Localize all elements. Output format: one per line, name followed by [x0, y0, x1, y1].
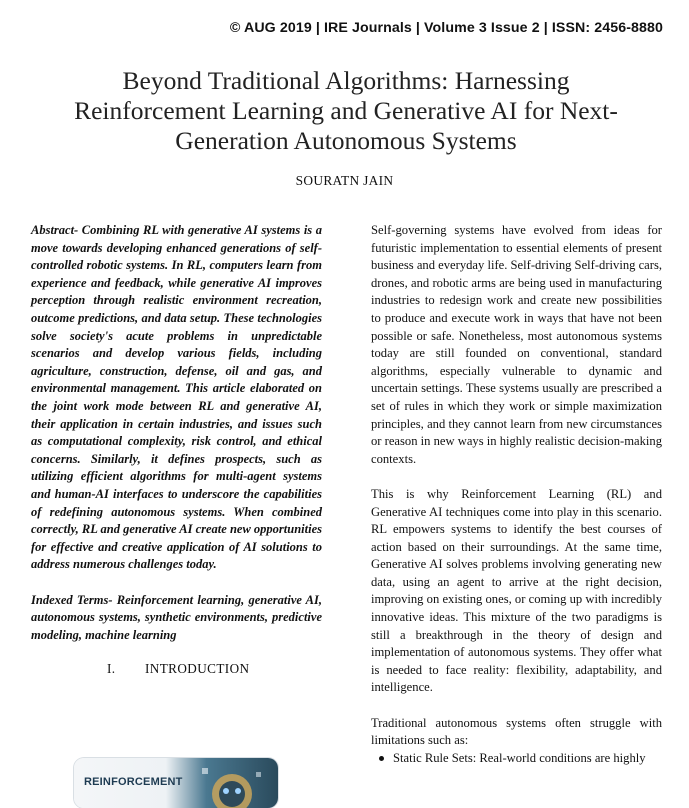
author-name: SOURATN JAIN	[295, 173, 394, 188]
journal-header: © AUG 2019 | IRE Journals | Volume 3 Issue 2 | ISSN: 2456-8880	[229, 20, 663, 36]
title-line: Beyond Traditional Algorithms: Harnessing	[122, 66, 570, 95]
abstract-text: Abstract- Combining RL with generative AI systems is a move towards developing enhanced generations of self-controlled robotic systems. In RL, computers learn from experience and feedback, while generative AI improves perception through realistic environment recreation, outcome predictions, and data setup. These technologies solve society's acute problems in unpredictable scenarios and develop various fields, including agriculture, construction, defense, oil and gas, and environmental management. This article elaborated on the joint work mode between RL and generative AI, their application in certain industries, and issues such as computational complexity, risk control, and ethical concerns. Similarly, it defines prospects, such as utilizing efficient algorithms for multi-agent systems and human-AI interfaces to underscore the capabilities of redefining autonomous systems. When combined correctly, RL and generative AI create new opportunities for effective and creative application of AI solutions to address numerous challenges today.	[31, 223, 322, 572]
title-line: Generation Autonomous Systems	[175, 126, 517, 155]
body-paragraph: This is why Reinforcement Learning (RL) and Generative AI techniques come into play in this scenario. RL empowers systems to identify the best courses of action based on their surroundings. At the same time, Generative AI solves problems involving generating new data, using an agent to arrive at the right decision, improving on existing ones, or coming up with incredibly innovative ideas. This mixture of the two paradigms is still a breakthrough in the theory of design and implementation of autonomous systems. They offer what is needed to face reality: flexibility, adaptability, and intelligence.	[371, 486, 662, 695]
body-paragraph: Self-governing systems have evolved from ideas for futuristic implementation to essential elements of present business and everyday life. Self-driving Self-driving cars, drones, and robotic arms are being used in manufacturing industries to redesign work and create new possibilities to produce and execute work in ways that have not been possible or safe. Nonetheless, most autonomous systems today are still founded on conventional, standard algorithms, especially vulnerable to dynamic and uncertain settings. These systems usually are prescribed a set of rules in which they work or simple maximization principles, and they cannot learn from new circumstances or reason in new ways in highly realistic decision-making contexts.	[371, 223, 662, 466]
list-item: Static Rule Sets: Real-world conditions are highly	[393, 750, 662, 768]
limitations-list	[371, 750, 662, 768]
section-title: INTRODUCTION	[145, 660, 250, 676]
indexed-terms: Indexed Terms- Reinforcement learning, generative AI, autonomous systems, synthetic environments, predictive modeling, machine learning	[31, 592, 322, 643]
section-heading	[31, 661, 322, 679]
right-column	[371, 222, 662, 767]
paper-title	[28, 66, 664, 156]
left-column	[31, 222, 322, 679]
body-paragraph: Traditional autonomous systems often struggle with limitations such as:	[371, 715, 662, 748]
figure-label: REINFORCEMENT	[84, 776, 183, 788]
robot-illustration-icon	[192, 764, 272, 808]
title-line: Reinforcement Learning and Generative AI for Next-	[74, 96, 618, 125]
figure-image	[74, 758, 278, 808]
section-number: I.	[107, 660, 116, 676]
